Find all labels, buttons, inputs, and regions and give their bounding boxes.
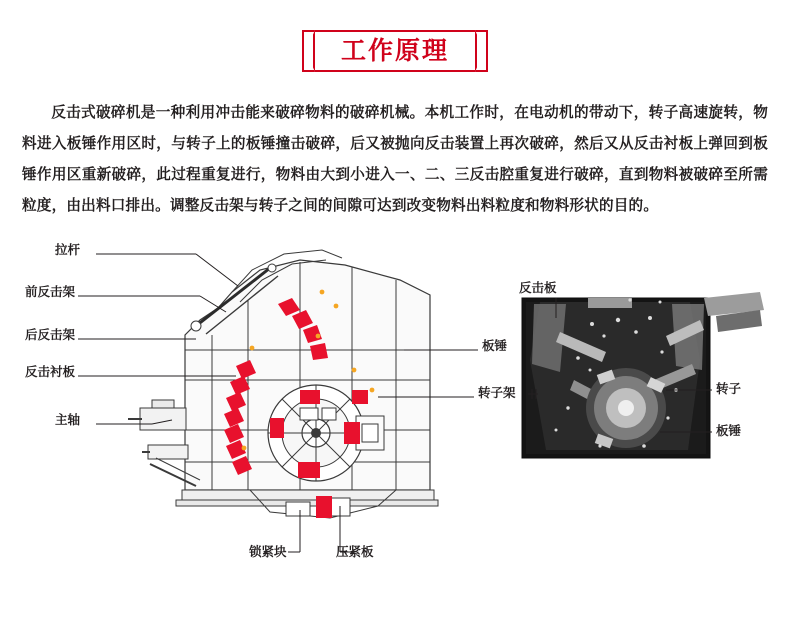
label-main-shaft: 主轴 [55, 413, 81, 427]
label-clamp-plate: 压紧板 [336, 545, 374, 559]
label-rotor: 转子 [716, 382, 742, 396]
label-lock-block: 锁紧块 [249, 545, 287, 559]
label-impact-liner: 反击衬板 [25, 365, 76, 379]
label-impact-plate: 反击板 [519, 281, 557, 295]
working-principle-paragraph: 反击式破碎机是一种利用冲击能来破碎物料的破碎机械。本机工作时，在电动机的带动下，转子高速旋转，物料进入板锤作用区时，与转子上的板锤撞击破碎，后又被抛向反击装置上再次破碎，然后又从反击衬板上弹回到板锤作用区重新破碎，此过程重复进行，物料由大到小进入一、二、三反击腔重复进行破碎，直到物料被破碎至所需粒度，由出料口排出。调整反击架与转子之间的间隙可达到改变物料出料粒度和物料形状的目的。 [22, 105, 768, 214]
left-line-drawing [128, 250, 438, 518]
label-front-impact-frame: 前反击架 [25, 285, 76, 299]
label-rotor-frame: 转子架 [478, 386, 516, 400]
crusher-diagram [0, 240, 790, 580]
page-title: 工作原理 [340, 36, 449, 65]
label-rear-impact-frame: 后反击架 [25, 328, 76, 342]
page-title-banner [313, 30, 477, 72]
label-pull-rod: 拉杆 [55, 243, 81, 257]
title-banner-container [0, 30, 790, 72]
figure-area [0, 240, 790, 580]
label-hammer-plate: 板锤 [482, 339, 508, 353]
label-hammer-plate-right: 板锤 [716, 424, 742, 438]
